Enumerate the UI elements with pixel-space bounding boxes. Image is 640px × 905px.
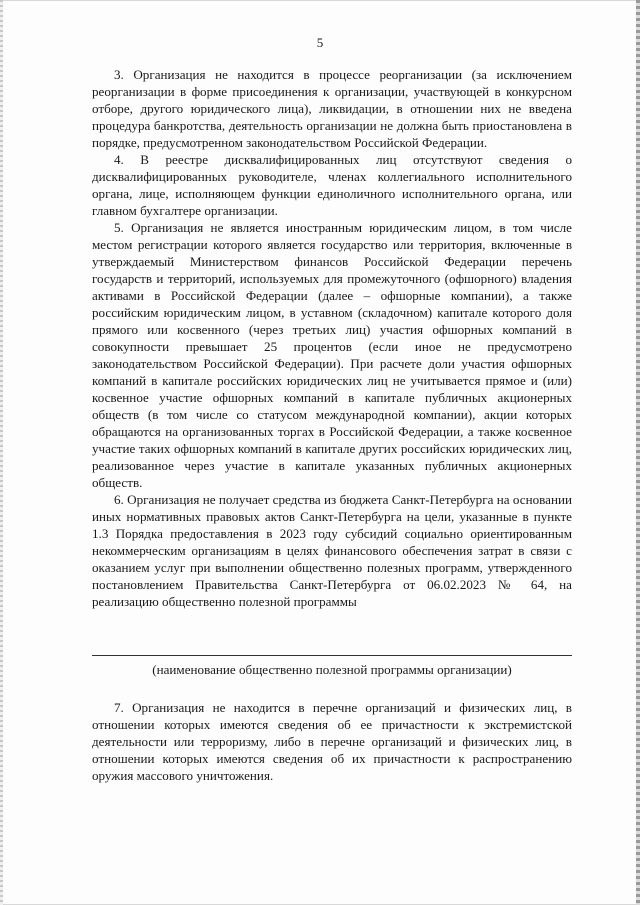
fill-in-line <box>92 655 572 656</box>
paragraph-4: 4. В реестре дисквалифицированных лиц отсутствуют сведения о дисквалифицированных руководителе, членах коллегиального исполнительного органа, лице, исполняющем функции единоличного исполнительного органа, или главном бухгалтере организации. <box>92 152 572 218</box>
paragraph-5: 5. Организация не является иностранным юридическим лицом, в том числе местом регистрации которого является государство или территория, включенные в утверждаемый Министерством финансов Российской Федерации перечень государств и территорий, используемых для промежуточного (офшорного) владения активами в Российской Федерации (далее – офшорные компании), а также российским юридическим лицом, в уставном (складочном) капитале которого доля прямого или косвенного (через третьих лиц) участия офшорных компаний в совокупности превышает 25 процентов (если иное не предусмотрено законодательством Российской Федерации). При расчете доли участия офшорных компаний в капитале российских юридических лиц не учитывается прямое и (или) косвенное участие офшорных компаний в капитале публичных акционерных обществ (в том числе со статусом международной компании), акции которых обращаются на организованных торгах в Российской Федерации, а также косвенное участие таких офшорных компаний в капитале других российских юридических лиц, реализованное через участие в капитале указанных публичных акционерных обществ. <box>92 220 572 490</box>
paragraph-6: 6. Организация не получает средства из бюджета Санкт-Петербурга на основании иных нормативных правовых актов Санкт-Петербурга на цели, указанные в пункте 1.3 Порядка предоставления в 2023 году субсидий социально ориентированным некоммерческим организациям в целях финансового обеспечения затрат в связи с оказанием услуг при выполнении общественно полезных программ, утвержденного постановлением Правительства Санкт-Петербурга от 06.02.2023 № 64, на реализацию общественно полезной программы <box>92 492 572 609</box>
fill-in-caption: (наименование общественно полезной программы организации) <box>152 662 512 677</box>
paragraph-7: 7. Организация не находится в перечне организаций и физических лиц, в отношении которых имеются сведения об ее причастности к экстремистской деятельности или терроризму, либо в перечне организаций и физических лиц, в отношении которых имеются сведения об их причастности к распространению оружия массового уничтожения. <box>92 700 572 783</box>
paragraph-3: 3. Организация не находится в процессе реорганизации (за исключением реорганизации в форме присоединения к организации, участвующей в конкурсном отборе, другого юридического лица), ликвидации, в отношении них не введена процедура банкротства, деятельность организации не должна быть приостановлена в порядке, предусмотренном законодательством Российской Федерации. <box>92 67 572 150</box>
scan-edge-left <box>0 0 3 905</box>
scan-edge-right <box>636 0 640 905</box>
page-number: 5 <box>316 35 324 50</box>
body-text-continued <box>92 699 572 784</box>
body-text <box>92 66 572 610</box>
